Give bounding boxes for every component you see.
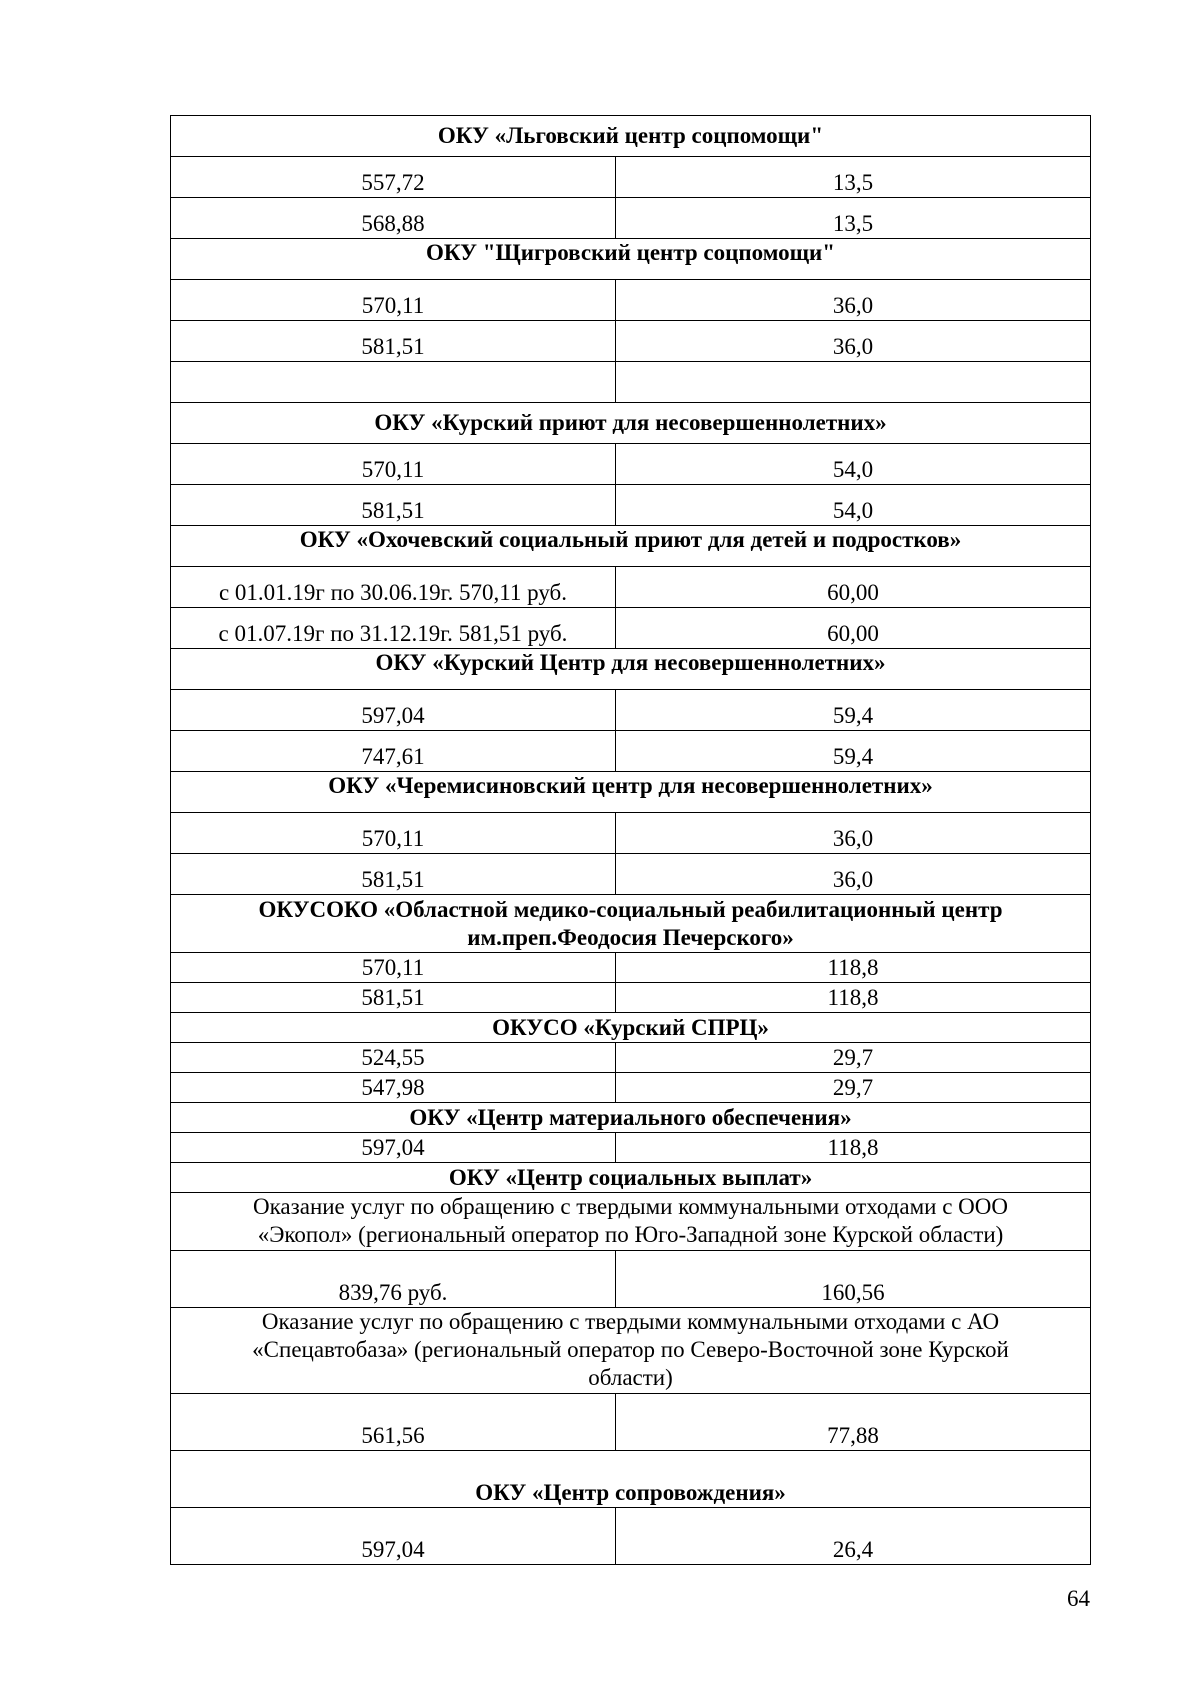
table-cell: с 01.01.19г по 30.06.19г. 570,11 руб. <box>171 567 616 608</box>
section-title: ОКУ "Щигровский центр соцпомощи" <box>171 239 1091 280</box>
table-cell: 60,00 <box>616 608 1091 649</box>
page-number: 64 <box>1067 1586 1090 1611</box>
table-cell: 118,8 <box>616 1133 1091 1163</box>
table-cell: 118,8 <box>616 983 1091 1013</box>
table-cell: 36,0 <box>616 854 1091 895</box>
description-line: «Спецавтобаза» (региональный оператор по Северо-Восточной зоне Курской <box>252 1337 1009 1362</box>
table-cell: 581,51 <box>171 485 616 526</box>
table-cell: 29,7 <box>616 1073 1091 1103</box>
table-cell: 570,11 <box>171 444 616 485</box>
description-line: области) <box>588 1365 673 1390</box>
table-cell: 160,56 <box>616 1251 1091 1308</box>
table-cell: 597,04 <box>171 1133 616 1163</box>
description-line: «Экопол» (региональный оператор по Юго-Западной зоне Курской области) <box>257 1222 1004 1247</box>
table-cell: 570,11 <box>171 280 616 321</box>
service-description <box>171 1193 1091 1251</box>
empty-cell <box>616 362 1091 403</box>
table-cell: 547,98 <box>171 1073 616 1103</box>
table-cell: 839,76 руб. <box>171 1251 616 1308</box>
section-title: ОКУ «Курский приют для несовершеннолетних» <box>171 403 1091 444</box>
table-cell: 13,5 <box>616 198 1091 239</box>
description-line: Оказание услуг по обращению с твердыми коммунальными отходами с АО <box>261 1309 1000 1334</box>
section-title: ОКУ «Центр социальных выплат» <box>171 1163 1091 1193</box>
table-cell: 570,11 <box>171 953 616 983</box>
table-cell: 570,11 <box>171 813 616 854</box>
table-cell: 561,56 <box>171 1394 616 1451</box>
table-cell: 26,4 <box>616 1508 1091 1565</box>
table-cell: 54,0 <box>616 485 1091 526</box>
table-cell: 118,8 <box>616 953 1091 983</box>
table-cell: 59,4 <box>616 731 1091 772</box>
tariff-table <box>170 115 1091 1565</box>
table-cell: 568,88 <box>171 198 616 239</box>
table-cell: 581,51 <box>171 854 616 895</box>
table-cell: 747,61 <box>171 731 616 772</box>
section-title: ОКУСО «Курский СПРЦ» <box>171 1013 1091 1043</box>
table-cell: 557,72 <box>171 157 616 198</box>
table-cell: 36,0 <box>616 321 1091 362</box>
section-title-line: им.преп.Феодосия Печерского» <box>467 924 794 950</box>
section-title: ОКУ «Курский Центр для несовершеннолетних» <box>171 649 1091 690</box>
table-cell: 54,0 <box>616 444 1091 485</box>
description-line: Оказание услуг по обращению с твердыми коммунальными отходами с ООО <box>253 1194 1008 1219</box>
section-title: ОКУ «Черемисиновский центр для несовершеннолетних» <box>171 772 1091 813</box>
table-cell: 597,04 <box>171 690 616 731</box>
section-title <box>171 895 1091 953</box>
table-cell: 77,88 <box>616 1394 1091 1451</box>
table-cell: 524,55 <box>171 1043 616 1073</box>
table-cell: с 01.07.19г по 31.12.19г. 581,51 руб. <box>171 608 616 649</box>
service-description <box>171 1308 1091 1394</box>
section-title-line: ОКУСОКО «Областной медико-социальный реабилитационный центр <box>258 896 1003 922</box>
empty-cell <box>171 362 616 403</box>
table-cell: 581,51 <box>171 983 616 1013</box>
table-cell: 60,00 <box>616 567 1091 608</box>
table-cell: 13,5 <box>616 157 1091 198</box>
table-cell: 597,04 <box>171 1508 616 1565</box>
section-title: ОКУ «Центр сопровождения» <box>171 1451 1091 1508</box>
table-cell: 59,4 <box>616 690 1091 731</box>
table-cell: 581,51 <box>171 321 616 362</box>
section-title: ОКУ «Охочевский социальный приют для детей и подростков» <box>171 526 1091 567</box>
table-cell: 29,7 <box>616 1043 1091 1073</box>
section-title: ОКУ «Центр материального обеспечения» <box>171 1103 1091 1133</box>
table-cell: 36,0 <box>616 280 1091 321</box>
section-title: ОКУ «Льговский центр соцпомощи" <box>171 116 1091 157</box>
table-cell: 36,0 <box>616 813 1091 854</box>
